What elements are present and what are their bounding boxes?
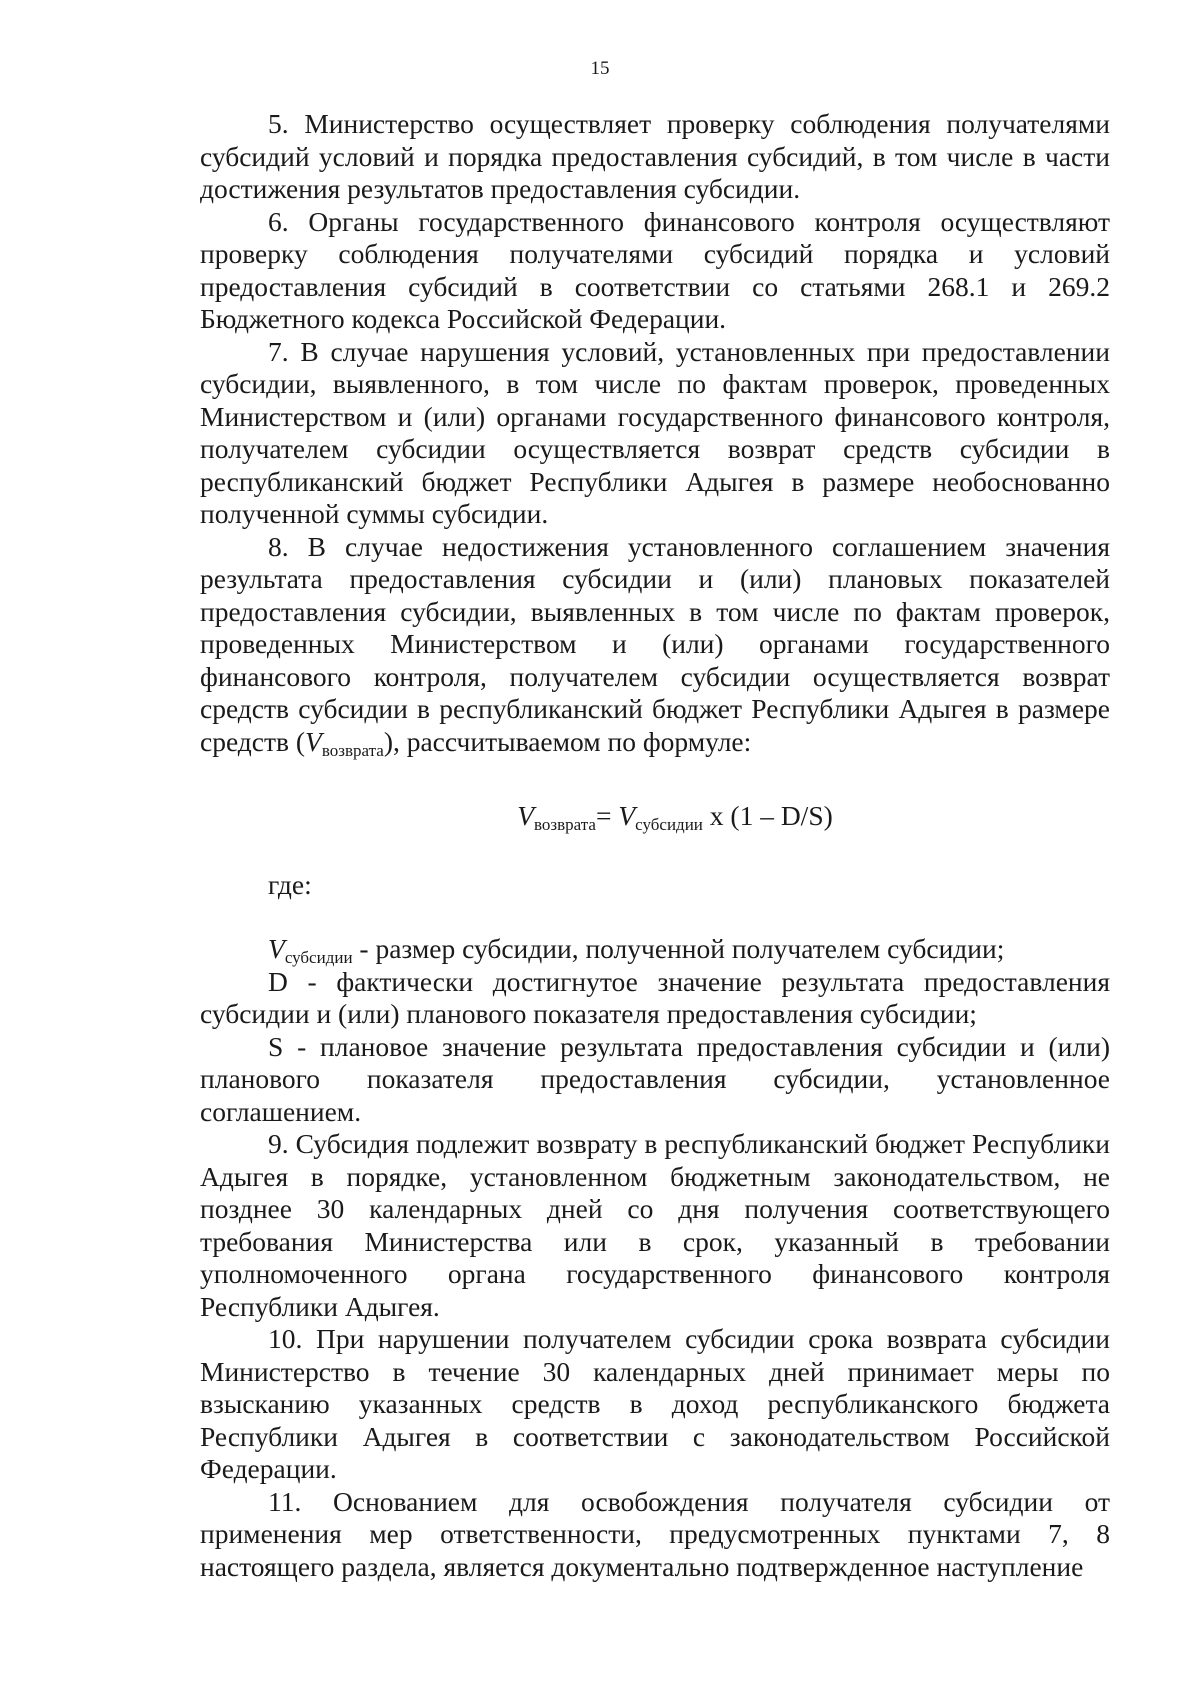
formula-v-subsidy: V [618,800,636,831]
definition-d: D - фактически достигнутое значение результата предоставления субсидии и (или) планового показателя предоставления субсидии; [200,965,1110,1029]
formula-sub-return: возврата [534,815,596,834]
definition-v-text: - размер субсидии, полученной получателем субсидии; [352,933,1005,964]
formula-sub-subsidy: субсидии [635,815,703,834]
variable-v: V [305,725,322,757]
subscript-return: возврата [321,740,384,760]
paragraph-6: 6. Органы государственного финансового контроля осуществляют проверку соблюдения получателями субсидий порядка и условий предоставления субсидий в соответствии со статьями 268.1 и 269.2 Бюджетного кодекса Российской Федерации. [200,205,1110,334]
paragraph-8-tail: ), рассчитываемом по формуле: [383,725,752,757]
paragraph-7: 7. В случае нарушения условий, установленных при предоставлении субсидии, выявленного, в том числе по фактам проверок, проведенных Министерством и (или) органами государственного финансового контроля, получателем субсидии осуществляется возврат средств субсидии в республиканский бюджет Республики Адыгея в размере необоснованно полученной суммы субсидии. [200,335,1110,529]
formula-equals: = [595,800,619,831]
definition-v-symbol: V [268,933,285,964]
return-formula [200,800,1110,833]
paragraph-8 [200,531,1110,759]
definition-v [200,933,1110,966]
paragraph-9: 9. Субсидия подлежит возврату в республиканский бюджет Республики Адыгея в порядке, установленном бюджетным законодательством, не позднее 30 календарных дней со дня получения соответствующего требования Министерства или в срок, указанный в требовании уполномоченного органа государственного финансового контроля Республики Адыгея. [200,1128,1110,1322]
formula-v-return: V [517,800,535,831]
paragraph-8-text: 8. В случае недостижения установленного соглашением значения результата предоставления субсидии и (или) плановых показателей предоставления субсидии, выявленных в том числе по фактам проверок, проведенных Министерством и (или) органами государственного финансового контроля, получателем субсидии осуществляется возврат средств субсидии в республиканский бюджет Республики Адыгея в размере средств ( [200,530,1110,757]
paragraph-11: 11. Основанием для освобождения получателя субсидии от применения мер ответственности, предусмотренных пунктами 7, 8 настоящего раздела, является документально подтвержденное наступление [200,1485,1110,1582]
paragraph-5: 5. Министерство осуществляет проверку соблюдения получателями субсидий условий и порядка предоставления субсидий, в том числе в части достижения результатов предоставления субсидии. [200,108,1110,204]
page-number: 15 [590,58,610,79]
definition-v-subscript: субсидии [284,948,353,967]
where-label: где: [268,868,312,900]
definition-s: S - плановое значение результата предоставления субсидии и (или) планового показателя предоставления субсидии, установленное соглашением. [200,1030,1110,1127]
document-body [200,108,1110,1583]
paragraph-10: 10. При нарушении получателем субсидии срока возврата субсидии Министерство в течение 30 календарных дней принимает меры по взысканию указанных средств в доход республиканского бюджета Республики Адыгея в соответствии с законодательством Российской Федерации. [200,1323,1110,1484]
formula-rest: х (1 – D/S) [702,800,833,831]
